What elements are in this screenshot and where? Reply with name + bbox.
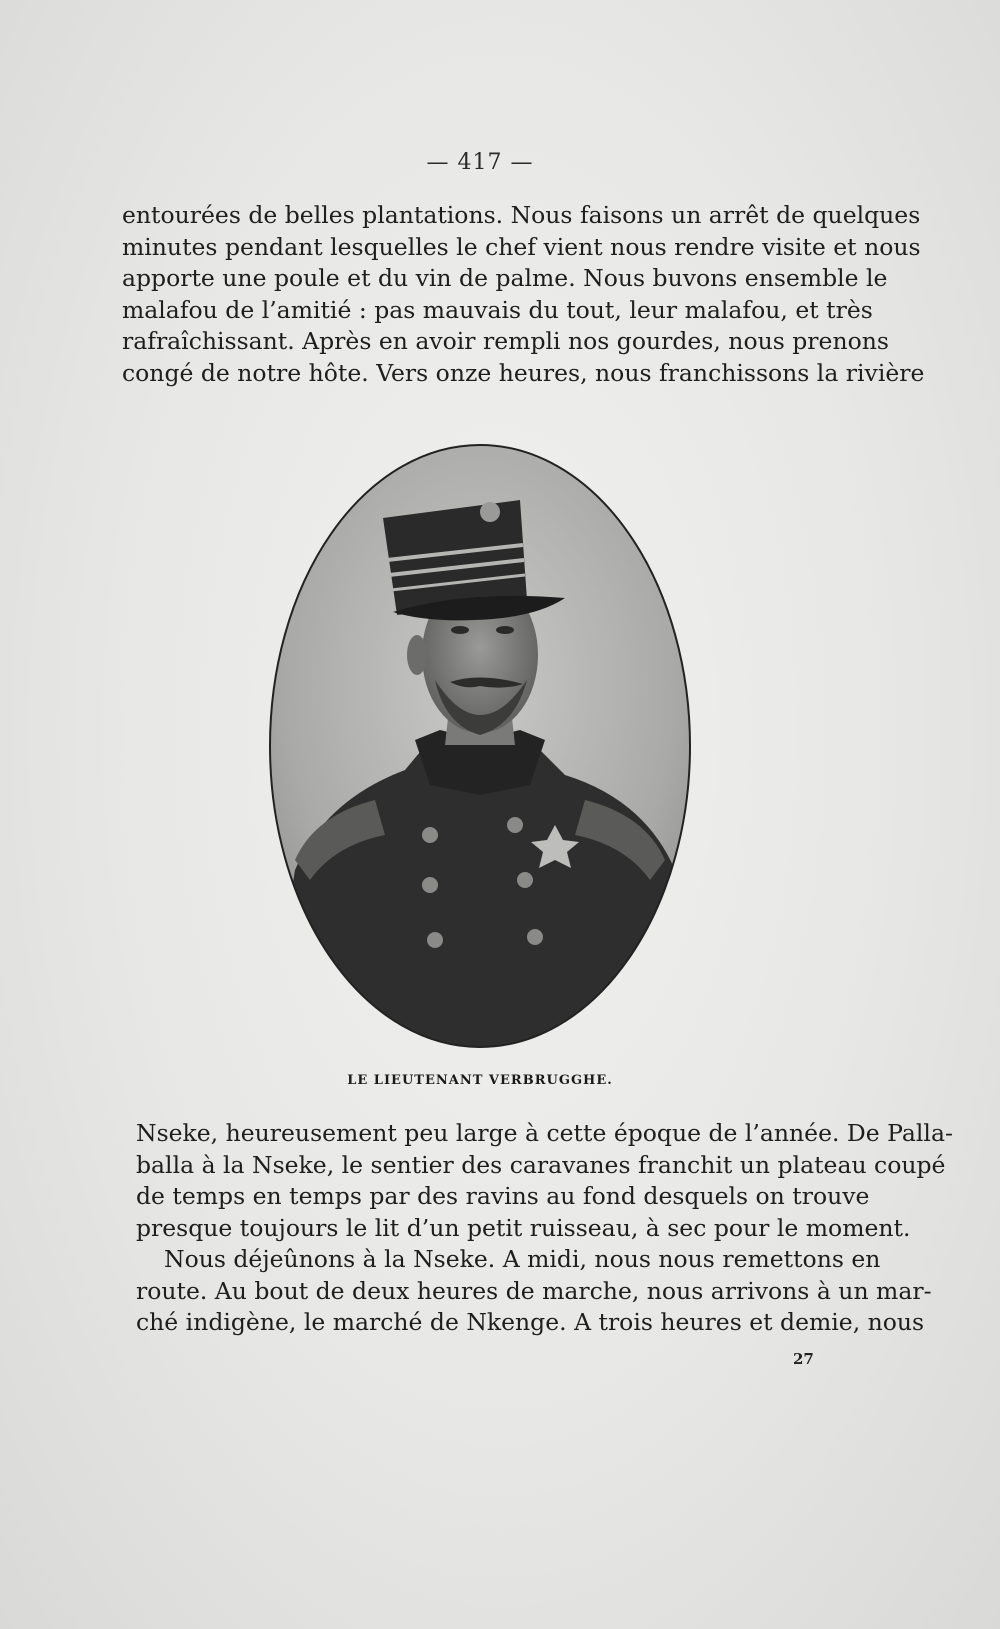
text-line: Nseke, heureusement peu large à cette époque de l’année. De Palla-: [136, 1119, 953, 1147]
text-line: minutes pendant lesquelles le chef vient nous rendre visite et nous: [122, 232, 921, 261]
text-line: de temps en temps par des ravins au fond desquels on trouve: [136, 1182, 870, 1210]
text-line: Nous déjeûnons à la Nseke. A midi, nous nous remettons en: [164, 1245, 881, 1273]
text-line: rafraîchissant. Après en avoir rempli nos gourdes, nous prenons: [122, 327, 889, 355]
text-line: presque toujours le lit d’un petit ruisseau, à sec pour le moment.: [136, 1213, 911, 1242]
portrait-photo: [265, 440, 695, 1052]
text-line: balla à la Nseke, le sentier des caravanes franchit un plateau coupé: [136, 1150, 946, 1179]
text-line: apporte une poule et du vin de palme. Nous buvons ensemble le: [122, 264, 888, 292]
page-number: — 417 —: [426, 150, 534, 175]
text-line: route. Au bout de deux heures de marche, nous arrivons à un mar-: [136, 1276, 932, 1305]
text-line: entourées de belles plantations. Nous faisons un arrêt de quelques: [122, 201, 921, 229]
text-line: malafou de l’amitié : pas mauvais du tout, leur malafou, et très: [122, 295, 873, 324]
bottom-paragraph: [136, 1118, 953, 1339]
text-line: ché indigène, le marché de Nkenge. A trois heures et demie, nous: [136, 1308, 925, 1336]
top-paragraph: [122, 200, 925, 389]
text-line: congé de notre hôte. Vers onze heures, nous franchissons la rivière: [122, 358, 925, 387]
signature-mark: 27: [793, 1350, 814, 1368]
figure-caption: LE LIEUTENANT VERBRUGGHE.: [347, 1073, 613, 1088]
